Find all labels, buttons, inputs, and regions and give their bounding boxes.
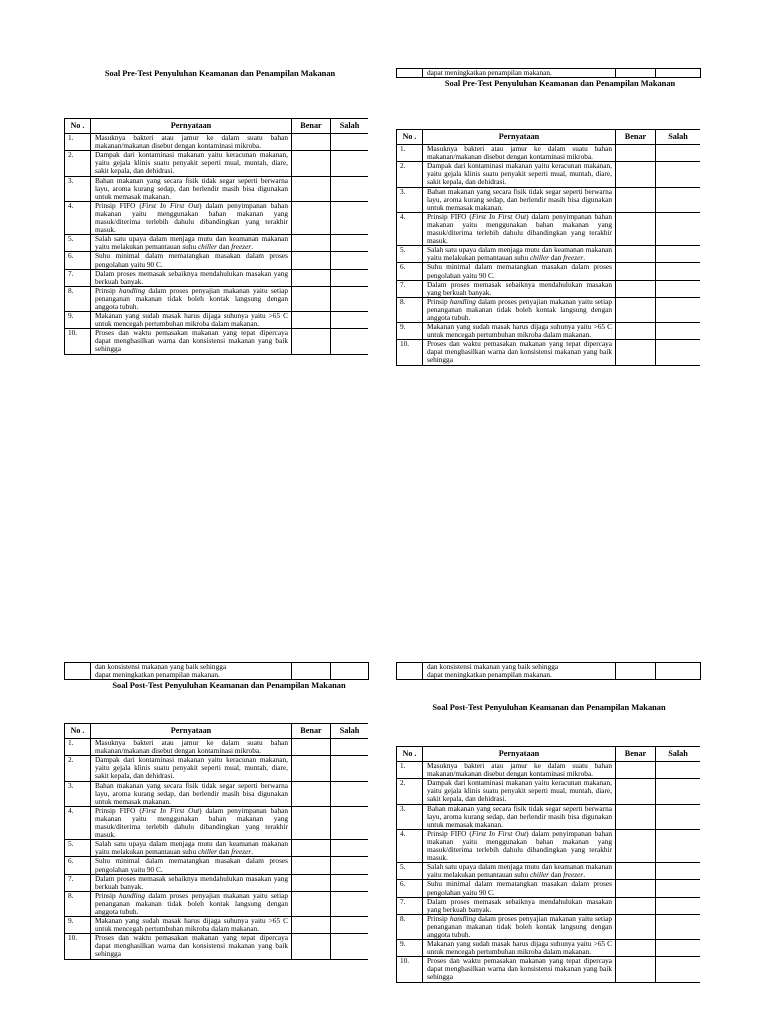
salah-cell[interactable]	[656, 863, 701, 880]
table-row	[397, 246, 701, 263]
item-statement	[423, 829, 616, 862]
pretest-table-right-body	[397, 130, 701, 366]
salah-cell[interactable]	[331, 329, 369, 354]
benar-cell[interactable]	[616, 829, 656, 862]
salah-cell[interactable]	[331, 756, 369, 781]
statement-text: Prinsip	[95, 890, 120, 900]
posttest-table-right	[396, 746, 700, 983]
salah-cell[interactable]	[656, 897, 701, 914]
posttest-table-right-body	[397, 747, 701, 983]
continuation-text: dan konsistensi makanan yang baik sehingga	[95, 662, 227, 671]
benar-cell[interactable]	[292, 176, 331, 201]
posttest-table-left	[64, 723, 368, 960]
benar-cell[interactable]	[616, 145, 656, 162]
item-statement: Bahan makanan yang secara fisik tidak segar seperti berwarna layu, aroma kurang sedap, dan berlendir masih bisa digunakan untuk memasak makanan.	[91, 176, 292, 201]
statement-text: Salah satu upaya dalam menjaga mutu dan keamanan makanan yaitu melakukan pemantauan suhu	[427, 245, 612, 263]
statement-text: Prinsip FIFO (	[95, 805, 142, 815]
salah-cell[interactable]	[331, 235, 369, 252]
table-row	[397, 863, 701, 880]
benar-cell[interactable]	[616, 246, 656, 263]
table-row	[397, 263, 701, 280]
pretest-title-right: Soal Pre-Test Penyuluhan Keamanan dan Penampilan Makanan	[444, 79, 676, 89]
salah-cell[interactable]	[331, 806, 369, 839]
benar-cell[interactable]	[292, 286, 331, 311]
benar-cell[interactable]	[616, 663, 656, 680]
salah-cell[interactable]	[331, 857, 369, 874]
col-header-salah: Salah	[656, 130, 701, 145]
benar-cell[interactable]	[292, 312, 331, 329]
pretest-table-left-body	[65, 119, 369, 355]
statement-text: dalam proses penyajian makanan yaitu setiap penanganan makanan tidak boleh kontak langsung dengan anggota tubuh.	[427, 296, 612, 322]
table-row	[65, 934, 369, 959]
item-statement: Masuknya bakteri atau jamur ke dalam suatu bahan makanan/makanan disebut dengan kontaminasi mikroba.	[423, 145, 616, 162]
statement-term: chiller	[197, 847, 217, 857]
benar-cell[interactable]	[292, 252, 331, 269]
item-number: 4.	[65, 201, 91, 234]
salah-cell[interactable]	[331, 840, 369, 857]
statement-text: .	[251, 847, 254, 857]
item-statement: Proses dan waktu pemasakan makanan yang tepat dipercaya dapat menghasilkan warna dan konsistensi makanan yang baik sehingga	[423, 957, 616, 982]
col-header-no: No .	[65, 724, 91, 739]
statement-text: Salah satu upaya dalam menjaga mutu dan keamanan makanan yaitu melakukan pemantauan suhu	[95, 839, 288, 857]
table-row	[65, 806, 369, 839]
item-number: 1.	[65, 134, 91, 151]
benar-cell[interactable]	[292, 917, 331, 934]
item-statement: Dalam proses memasak sebaiknya mendahulukan masakan yang berkuah banyak.	[91, 269, 292, 286]
table-row	[65, 739, 369, 756]
item-number: 3.	[397, 804, 423, 829]
item-statement: Makanan yang sudah masak harus dijaga suhunya yaitu >65 C untuk mencegah pertumbuhan mikroba dalam makanan.	[423, 940, 616, 957]
item-number: 7.	[65, 874, 91, 891]
table-row	[397, 897, 701, 914]
item-number: 5.	[397, 863, 423, 880]
statement-text: dan	[549, 870, 564, 880]
benar-cell[interactable]	[616, 762, 656, 779]
benar-cell[interactable]	[616, 280, 656, 297]
salah-cell[interactable]	[331, 917, 369, 934]
benar-cell[interactable]	[616, 212, 656, 245]
item-number: 1.	[397, 762, 423, 779]
table-row	[397, 69, 701, 78]
item-number: 3.	[397, 187, 423, 212]
table-row	[397, 663, 701, 680]
salah-cell[interactable]	[656, 323, 701, 340]
statement-text: dan	[217, 242, 232, 252]
item-statement: Dampak dari kontaminasi makanan yaitu keracunan makanan, yaitu gejala klinis suatu penyakit seperti mual, muntah, diare, sakit kepala, dan dehidrasi.	[91, 151, 292, 176]
item-statement: Dampak dari kontaminasi makanan yaitu keracunan makanan, yaitu gejala klinis suatu penyakit seperti mual, muntah, diare, sakit kepala, dan dehidrasi.	[423, 162, 616, 187]
header-row	[65, 724, 369, 739]
posttest-block-right	[396, 662, 700, 982]
salah-cell[interactable]	[656, 804, 701, 829]
continuation-row-left-bottom	[64, 662, 369, 680]
item-statement	[91, 201, 292, 234]
table-row	[65, 252, 369, 269]
item-number: 3.	[65, 176, 91, 201]
benar-cell[interactable]	[292, 874, 331, 891]
table-row	[397, 187, 701, 212]
table-row	[397, 804, 701, 829]
benar-cell[interactable]	[292, 857, 331, 874]
salah-cell[interactable]	[331, 312, 369, 329]
item-number: 4.	[397, 829, 423, 862]
benar-cell[interactable]	[292, 235, 331, 252]
statement-text: Prinsip FIFO (	[95, 200, 142, 210]
item-number: 6.	[65, 252, 91, 269]
statement-text: Prinsip	[427, 296, 450, 306]
benar-cell[interactable]	[292, 269, 331, 286]
item-number: 10.	[397, 340, 423, 365]
benar-cell[interactable]	[292, 806, 331, 839]
table-row	[65, 151, 369, 176]
item-statement: Makanan yang sudah masak harus dijaga suhunya yaitu >65 C untuk mencegah pertumbuhan mikroba dalam makanan.	[91, 312, 292, 329]
item-statement: Dalam proses memasak sebaiknya mendahulukan masakan yang berkuah banyak.	[423, 897, 616, 914]
salah-cell[interactable]	[331, 286, 369, 311]
salah-cell[interactable]	[656, 145, 701, 162]
statement-term: chiller	[529, 253, 549, 263]
item-statement: Masuknya bakteri atau jamur ke dalam suatu bahan makanan/makanan disebut dengan kontaminasi mikroba.	[91, 134, 292, 151]
benar-cell[interactable]	[292, 934, 331, 959]
table-row	[65, 840, 369, 857]
salah-cell[interactable]	[331, 781, 369, 806]
item-number: 1.	[65, 739, 91, 756]
posttest-table-left-body	[65, 724, 369, 960]
item-statement: Suhu minimal dalam mematangkan masakan dalam proses pengolahan yaitu 90 C.	[91, 857, 292, 874]
salah-cell[interactable]	[656, 280, 701, 297]
table-row	[397, 914, 701, 939]
item-number: 7.	[397, 897, 423, 914]
table-row	[65, 235, 369, 252]
item-number: 5.	[397, 246, 423, 263]
item-number: 10.	[65, 934, 91, 959]
table-row	[65, 286, 369, 311]
item-statement: Proses dan waktu pemasakan makanan yang tepat dipercaya dapat menghasilkan warna dan konsistensi makanan yang baik sehingga	[91, 934, 292, 959]
item-number: 6.	[397, 880, 423, 897]
salah-cell[interactable]	[331, 874, 369, 891]
statement-text: dalam proses penyajian makanan yaitu setiap penanganan makanan tidak boleh kontak langsung dengan anggota tubuh.	[95, 285, 288, 311]
item-number: 9.	[65, 312, 91, 329]
salah-cell[interactable]	[331, 176, 369, 201]
benar-cell[interactable]	[616, 957, 656, 982]
salah-cell[interactable]	[656, 762, 701, 779]
item-number: 9.	[397, 940, 423, 957]
table-row	[65, 176, 369, 201]
item-statement: Makanan yang sudah masak harus dijaga suhunya yaitu >65 C untuk mencegah pertumbuhan mikroba dalam makanan.	[423, 323, 616, 340]
salah-cell[interactable]	[331, 151, 369, 176]
table-row	[397, 280, 701, 297]
salah-cell[interactable]	[656, 297, 701, 322]
salah-cell[interactable]	[331, 252, 369, 269]
posttest-block-left	[64, 662, 368, 959]
col-header-no: No .	[65, 119, 91, 134]
statement-text: dan	[217, 847, 232, 857]
salah-cell[interactable]	[331, 663, 369, 680]
continuation-text: dapat meningkatkan penampilan makanan.	[427, 670, 552, 680]
item-number: 2.	[65, 151, 91, 176]
col-header-no: No .	[397, 747, 423, 762]
item-statement	[91, 286, 292, 311]
salah-cell[interactable]	[331, 134, 369, 151]
benar-cell[interactable]	[616, 863, 656, 880]
item-number: 8.	[397, 297, 423, 322]
statement-text: Salah satu upaya dalam menjaga mutu dan keamanan makanan yaitu melakukan pemantauan suhu	[427, 862, 612, 880]
item-number: 8.	[65, 286, 91, 311]
salah-cell[interactable]	[656, 187, 701, 212]
continuation-text: dan konsistensi makanan yang baik sehingga	[427, 662, 559, 671]
benar-cell[interactable]	[292, 134, 331, 151]
item-number: 9.	[65, 917, 91, 934]
item-statement: Masuknya bakteri atau jamur ke dalam suatu bahan makanan/makanan disebut dengan kontaminasi mikroba.	[91, 739, 292, 756]
benar-cell[interactable]	[616, 69, 656, 78]
statement-text: ) dalam penyimpanan bahan makanan yaitu menggunakan bahan makanan yang masuk/diterima terlebih dahulu dibandingkan yang terakhir masuk.	[95, 805, 288, 840]
statement-term: First In First Out	[471, 828, 527, 838]
statement-text: ) dalam penyimpanan bahan makanan yaitu menggunakan bahan makanan yang masuk/diterima terlebih dahulu dibandingkan yang terakhir masuk.	[95, 200, 288, 235]
benar-cell[interactable]	[616, 323, 656, 340]
benar-cell[interactable]	[616, 297, 656, 322]
item-statement	[91, 806, 292, 839]
statement-term: freezer	[563, 253, 584, 263]
statement-text: .	[583, 253, 586, 263]
item-number: 7.	[397, 280, 423, 297]
table-row	[397, 145, 701, 162]
table-row	[65, 756, 369, 781]
statement-term: freezer	[231, 847, 252, 857]
item-statement: Dampak dari kontaminasi makanan yaitu keracunan makanan, yaitu gejala klinis suatu penyakit seperti mual, muntah, diare, sakit kepala, dan dehidrasi.	[423, 779, 616, 804]
item-statement: Suhu minimal dalam mematangkan masakan dalam proses pengolahan yaitu 90 C.	[91, 252, 292, 269]
table-row	[65, 134, 369, 151]
continuation-text: dapat meningkatkan penampilan makanan.	[423, 69, 616, 78]
table-row	[397, 957, 701, 982]
table-row	[65, 917, 369, 934]
item-statement: Dampak dari kontaminasi makanan yaitu keracunan makanan, yaitu gejala klinis suatu penyakit seperti mual, muntah, diare, sakit kepala, dan dehidrasi.	[91, 756, 292, 781]
benar-cell[interactable]	[616, 880, 656, 897]
item-number: 3.	[65, 781, 91, 806]
statement-text: Salah satu upaya dalam menjaga mutu dan keamanan makanan yaitu melakukan pemantauan suhu	[95, 234, 288, 252]
table-row	[65, 781, 369, 806]
item-number: 7.	[65, 269, 91, 286]
salah-cell[interactable]	[656, 663, 701, 680]
col-header-pernyataan: Pernyataan	[423, 130, 616, 145]
salah-cell[interactable]	[656, 779, 701, 804]
col-header-salah: Salah	[331, 119, 369, 134]
salah-cell[interactable]	[331, 891, 369, 916]
col-header-salah: Salah	[656, 747, 701, 762]
table-row	[65, 269, 369, 286]
salah-cell[interactable]	[331, 201, 369, 234]
benar-cell[interactable]	[292, 840, 331, 857]
benar-cell[interactable]	[616, 340, 656, 365]
benar-cell[interactable]	[616, 263, 656, 280]
benar-cell[interactable]	[292, 756, 331, 781]
table-row	[65, 891, 369, 916]
salah-cell[interactable]	[656, 880, 701, 897]
statement-text: Prinsip FIFO (	[427, 828, 472, 838]
table-row	[65, 663, 369, 680]
benar-cell[interactable]	[616, 162, 656, 187]
benar-cell[interactable]	[616, 187, 656, 212]
statement-text: Prinsip FIFO (	[427, 211, 472, 221]
benar-cell[interactable]	[292, 781, 331, 806]
item-statement	[91, 840, 292, 857]
salah-cell[interactable]	[331, 269, 369, 286]
salah-cell[interactable]	[656, 340, 701, 365]
item-statement: Dalam proses memasak sebaiknya mendahulukan masakan yang berkuah banyak.	[91, 874, 292, 891]
statement-term: freezer	[563, 870, 584, 880]
statement-term: handling	[449, 296, 476, 306]
item-statement: Dalam proses memasak sebaiknya mendahulukan masakan yang berkuah banyak.	[423, 280, 616, 297]
item-statement: Suhu minimal dalam mematangkan masakan dalam proses pengolahan yaitu 90 C.	[423, 263, 616, 280]
col-header-benar: Benar	[292, 724, 331, 739]
item-statement	[91, 891, 292, 916]
statement-term: First In First Out	[471, 211, 527, 221]
benar-cell[interactable]	[616, 804, 656, 829]
header-row	[397, 130, 701, 145]
item-number: 5.	[65, 840, 91, 857]
statement-text: ) dalam penyimpanan bahan makanan yaitu menggunakan bahan makanan yang masuk/diterima terlebih dahulu dibandingkan yang terakhir masuk.	[427, 211, 612, 246]
pretest-title-left: Soal Pre-Test Penyuluhan Keamanan dan Penampilan Makanan	[104, 69, 336, 78]
item-statement: Bahan makanan yang secara fisik tidak segar seperti berwarna layu, aroma kurang sedap, dan berlendir masih bisa digunakan untuk memasak makanan.	[423, 804, 616, 829]
benar-cell[interactable]	[292, 739, 331, 756]
table-row	[65, 312, 369, 329]
item-statement	[423, 863, 616, 880]
header-row	[397, 747, 701, 762]
table-row	[397, 212, 701, 245]
pretest-block-left	[64, 68, 368, 354]
item-statement: Proses dan waktu pemasakan makanan yang tepat dipercaya dapat menghasilkan warna dan konsistensi makanan yang baik sehingga	[423, 340, 616, 365]
statement-text: Prinsip	[95, 285, 120, 295]
col-header-pernyataan: Pernyataan	[91, 724, 292, 739]
benar-cell[interactable]	[616, 940, 656, 957]
statement-term: chiller	[197, 242, 217, 252]
table-row	[65, 874, 369, 891]
item-number: 5.	[65, 235, 91, 252]
item-statement: Proses dan waktu pemasakan makanan yang tepat dipercaya dapat menghasilkan warna dan konsistensi makanan yang baik sehingga	[91, 329, 292, 354]
salah-cell[interactable]	[656, 957, 701, 982]
salah-cell[interactable]	[331, 934, 369, 959]
item-number: 2.	[65, 756, 91, 781]
statement-text: .	[583, 870, 586, 880]
table-row	[65, 201, 369, 234]
pretest-table-right	[396, 129, 700, 366]
statement-text: .	[251, 242, 254, 252]
col-header-salah: Salah	[331, 724, 369, 739]
col-header-benar: Benar	[616, 130, 656, 145]
item-statement: Bahan makanan yang secara fisik tidak segar seperti berwarna layu, aroma kurang sedap, dan berlendir masih bisa digunakan untuk memasak makanan.	[423, 187, 616, 212]
table-row	[397, 162, 701, 187]
statement-term: First In First Out	[141, 200, 200, 210]
salah-cell[interactable]	[656, 69, 701, 78]
col-header-pernyataan: Pernyataan	[91, 119, 292, 134]
item-number: 4.	[397, 212, 423, 245]
item-number: 6.	[65, 857, 91, 874]
salah-cell[interactable]	[656, 246, 701, 263]
col-header-pernyataan: Pernyataan	[423, 747, 616, 762]
item-number: 2.	[397, 162, 423, 187]
salah-cell[interactable]	[656, 914, 701, 939]
item-statement	[423, 297, 616, 322]
posttest-title-left: Soal Post-Test Penyuluhan Keamanan dan Penampilan Makanan	[112, 681, 346, 691]
salah-cell[interactable]	[656, 162, 701, 187]
statement-term: First In First Out	[141, 805, 200, 815]
table-row	[397, 297, 701, 322]
statement-text: Prinsip	[427, 913, 450, 923]
benar-cell[interactable]	[292, 329, 331, 354]
item-statement: Suhu minimal dalam mematangkan masakan dalam proses pengolahan yaitu 90 C.	[423, 880, 616, 897]
col-header-no: No .	[397, 130, 423, 145]
continuation-row-right-top	[396, 68, 701, 78]
continuation-text: dapat meningkatkan penampilan makanan.	[95, 670, 220, 680]
salah-cell[interactable]	[656, 940, 701, 957]
table-row	[397, 829, 701, 862]
benar-cell[interactable]	[292, 151, 331, 176]
statement-term: handling	[119, 285, 145, 295]
statement-text: dan	[549, 253, 564, 263]
posttest-title-right: Soal Post-Test Penyuluhan Keamanan dan Penampilan Makanan	[432, 703, 666, 713]
col-header-benar: Benar	[292, 119, 331, 134]
item-number: 10.	[397, 957, 423, 982]
item-number: 2.	[397, 779, 423, 804]
continuation-row-right-bottom	[396, 662, 701, 680]
benar-cell[interactable]	[292, 663, 331, 680]
item-number: 8.	[397, 914, 423, 939]
statement-text: ) dalam penyimpanan bahan makanan yaitu menggunakan bahan makanan yang masuk/diterima terlebih dahulu dibandingkan yang terakhir masuk.	[427, 828, 612, 863]
statement-term: freezer	[231, 242, 252, 252]
statement-text: dalam proses penyajian makanan yaitu setiap penanganan makanan tidak boleh kontak langsung dengan anggota tubuh.	[95, 890, 288, 916]
item-statement: Makanan yang sudah masak harus dijaga suhunya yaitu >65 C untuk mencegah pertumbuhan mikroba dalam makanan.	[91, 917, 292, 934]
benar-cell[interactable]	[616, 779, 656, 804]
statement-text: dalam proses penyajian makanan yaitu setiap penanganan makanan tidak boleh kontak langsung dengan anggota tubuh.	[427, 913, 612, 939]
pretest-block-right	[396, 68, 700, 365]
table-row	[65, 329, 369, 354]
statement-term: chiller	[529, 870, 549, 880]
statement-term: handling	[449, 913, 476, 923]
table-row	[397, 940, 701, 957]
benar-cell[interactable]	[292, 201, 331, 234]
statement-term: handling	[119, 890, 145, 900]
table-row	[397, 880, 701, 897]
benar-cell[interactable]	[616, 914, 656, 939]
salah-cell[interactable]	[656, 212, 701, 245]
item-statement	[423, 212, 616, 245]
table-row	[65, 857, 369, 874]
salah-cell[interactable]	[656, 829, 701, 862]
header-row	[65, 119, 369, 134]
item-number: 6.	[397, 263, 423, 280]
item-statement: Masuknya bakteri atau jamur ke dalam suatu bahan makanan/makanan disebut dengan kontaminasi mikroba.	[423, 762, 616, 779]
table-row	[397, 762, 701, 779]
item-number: 9.	[397, 323, 423, 340]
item-number: 1.	[397, 145, 423, 162]
item-number: 8.	[65, 891, 91, 916]
table-row	[397, 340, 701, 365]
col-header-benar: Benar	[616, 747, 656, 762]
table-row	[397, 323, 701, 340]
item-statement	[91, 235, 292, 252]
benar-cell[interactable]	[616, 897, 656, 914]
item-number: 10.	[65, 329, 91, 354]
item-statement	[423, 246, 616, 263]
item-number: 4.	[65, 806, 91, 839]
pretest-table-left	[64, 118, 368, 355]
item-statement: Bahan makanan yang secara fisik tidak segar seperti berwarna layu, aroma kurang sedap, dan berlendir masih bisa digunakan untuk memasak makanan.	[91, 781, 292, 806]
salah-cell[interactable]	[331, 739, 369, 756]
benar-cell[interactable]	[292, 891, 331, 916]
salah-cell[interactable]	[656, 263, 701, 280]
table-row	[397, 779, 701, 804]
item-statement	[423, 914, 616, 939]
